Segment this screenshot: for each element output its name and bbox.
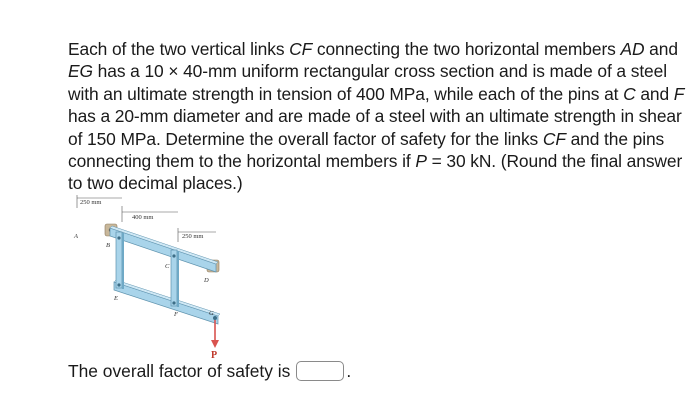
- structure-diagram: [66, 192, 236, 360]
- member-EG: [114, 280, 220, 324]
- factor-of-safety-input[interactable]: [296, 361, 344, 381]
- problem-line: of 150 MPa. Determine the overall factor of safety for the links CF and the pins: [68, 128, 665, 149]
- answer-row: [68, 360, 351, 382]
- point-label-F: F: [174, 311, 178, 318]
- point-label-G: G: [209, 310, 214, 317]
- problem-line: to two decimal places.): [68, 173, 243, 194]
- link-BE: [116, 232, 124, 289]
- answer-suffix: .: [346, 361, 352, 381]
- point-label-C: C: [165, 263, 170, 270]
- dimension-label-middle: 400 mm: [132, 214, 154, 221]
- point-label-E: E: [114, 295, 118, 302]
- point-label-B: B: [106, 242, 110, 249]
- problem-line: has a 20-mm diameter and are made of a steel with an ultimate strength in shear: [68, 106, 682, 127]
- point-label-D: D: [204, 277, 209, 284]
- problem-statement: [68, 38, 688, 195]
- problem-line: EG has a 10 × 40-mm uniform rectangular cross section and is made of a steel: [68, 61, 667, 82]
- problem-line: with an ultimate strength in tension of 400 MPa, while each of the pins at C and F: [68, 83, 685, 104]
- point-label-A: A: [74, 233, 78, 240]
- problem-line: Each of the two vertical links CF connecting the two horizontal members AD and: [68, 39, 678, 59]
- load-label-P: P: [211, 350, 218, 360]
- structure-figure: [66, 192, 236, 360]
- dimension-label-right: 250 mm: [182, 233, 204, 240]
- problem-line: connecting them to the horizontal members if P = 30 kN. (Round the final answer: [68, 151, 683, 172]
- dimension-label-left: 250 mm: [80, 199, 102, 206]
- answer-prompt: The overall factor of safety is: [68, 361, 291, 381]
- link-CF: [171, 250, 179, 307]
